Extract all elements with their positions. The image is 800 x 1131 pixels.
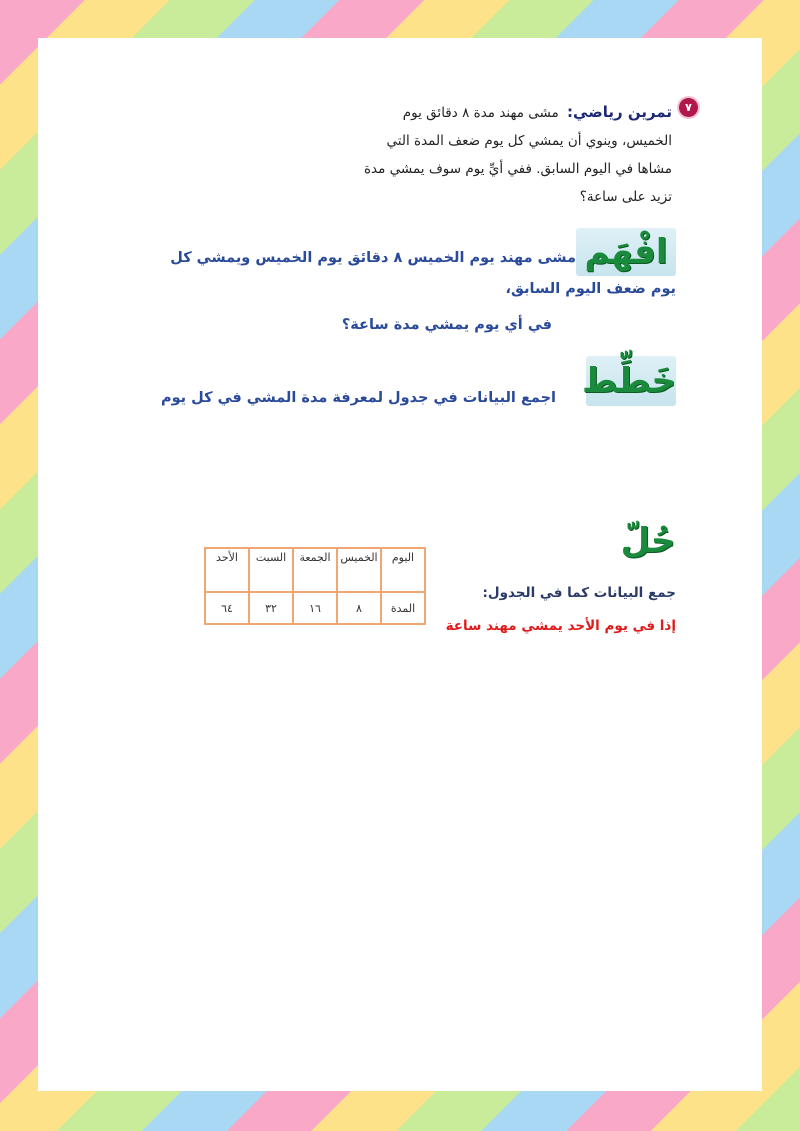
table-cell: ٦٤ [205,592,249,624]
table-cell: ٣٢ [249,592,293,624]
table-header-cell: السبت [249,548,293,592]
table-header-cell: الجمعة [293,548,337,592]
table-header-cell: الخميس [337,548,381,592]
data-table [204,547,426,625]
table-row [205,592,425,624]
exercise-number-badge: ٧ [679,98,698,117]
problem-lead: تمرين رياضي: [567,103,672,121]
solve-answer: إذا في يوم الأحد يمشي مهند ساعة [445,618,676,634]
understand-line-2: يوم ضعف اليوم السابق، [505,281,676,297]
problem-statement [352,98,672,211]
understand-line-1: مشى مهند يوم الخميس ٨ دقائق يوم الخميس ويمشي كل [170,250,576,266]
table-cell: ١٦ [293,592,337,624]
understand-tile: افْهَم [576,228,676,276]
plan-tile: خَطِّط [586,356,676,406]
table-cell: ٨ [337,592,381,624]
table-header-cell: اليوم [381,548,425,592]
understand-line-3: في أي يوم يمشي مدة ساعة؟ [341,317,552,333]
worksheet-page [38,38,762,1091]
solve-line-1: جمع البيانات كما في الجدول: [482,585,676,601]
solve-tile: حُلّ [620,521,676,561]
table-header-cell: الأحد [205,548,249,592]
problem-text: مشى مهند مدة ٨ دقائق يوم الخميس، وينوي أن يمشي كل يوم ضعف المدة التي مشاها في اليوم السابق. ففي أيِّ يوم سوف يمشي مدة تزيد على ساعة؟ [363,105,672,205]
plan-text: اجمع البيانات في جدول لمعرفة مدة المشي في كل يوم [160,390,556,406]
table-cell: المدة [381,592,425,624]
table-row [205,548,425,592]
